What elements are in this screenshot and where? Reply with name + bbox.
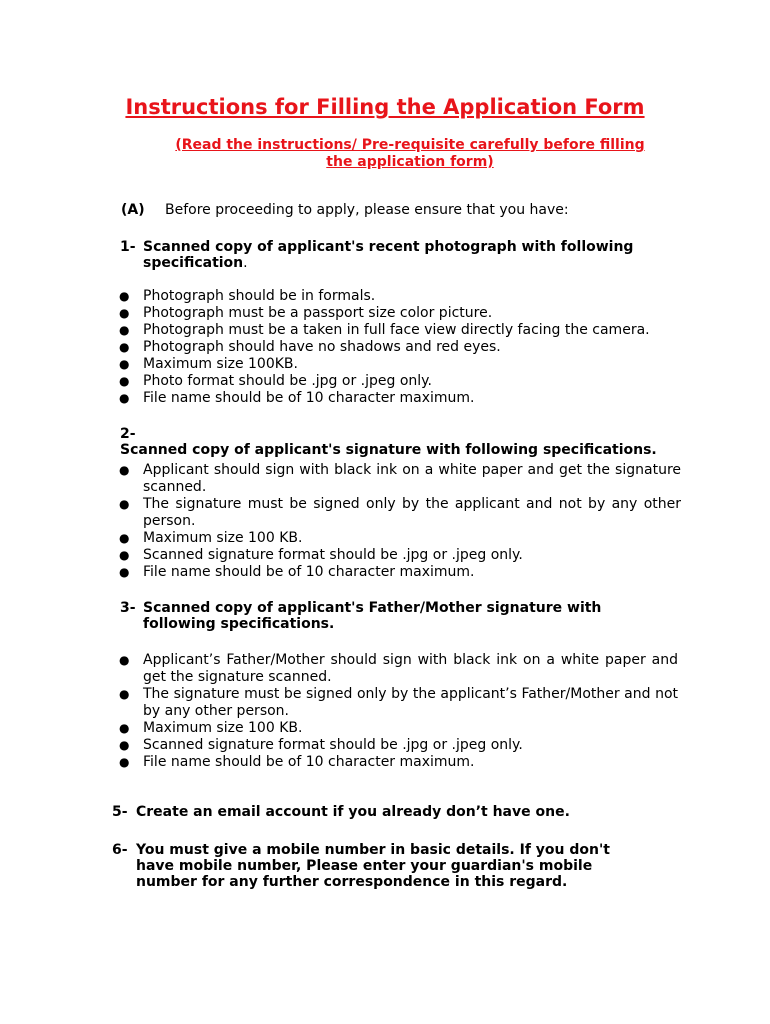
section-3-number: 3- — [120, 600, 136, 616]
bullet-icon: ● — [119, 374, 130, 388]
section-1-list — [116, 288, 681, 407]
bullet-icon: ● — [119, 340, 130, 354]
bullet-icon: ● — [119, 738, 130, 752]
section-2-heading — [120, 426, 680, 458]
list-item: ● Maximum size 100 KB. — [119, 720, 303, 736]
bullet-icon: ● — [119, 357, 130, 371]
section-5-heading — [112, 804, 692, 820]
section-5-number: 5- — [112, 804, 128, 820]
bullet-icon: ● — [119, 289, 130, 303]
section-a-label: (A) — [121, 202, 145, 218]
bullet-icon: ● — [119, 391, 130, 405]
section-1-title: Scanned copy of applicant's recent photograph with following specification — [143, 239, 634, 271]
list-item: ● Photo format should be .jpg or .jpeg only. — [119, 373, 432, 389]
page-subtitle — [110, 137, 710, 171]
bullet-icon: ● — [119, 687, 130, 701]
list-item: ● Photograph should have no shadows and red eyes. — [119, 339, 501, 355]
list-item: ● The signature must be signed only by the applicant and not by any other person. — [119, 496, 681, 529]
section-2-number: 2- — [120, 426, 136, 442]
list-item: ● Scanned signature format should be .jpg or .jpeg only. — [119, 547, 523, 563]
section-a-text: Before proceeding to apply, please ensure that you have: — [165, 202, 569, 218]
list-item: ● Photograph should be in formals. — [119, 288, 376, 304]
section-a — [121, 202, 569, 219]
list-item: ● Applicant’s Father/Mother should sign with black ink on a white paper and get the signature scanned. — [119, 652, 678, 685]
bullet-icon: ● — [119, 497, 130, 511]
list-item: ● File name should be of 10 character maximum. — [119, 564, 475, 580]
section-3-title: Scanned copy of applicant's Father/Mother signature with following specifications. — [143, 600, 602, 632]
list-item: ● Applicant should sign with black ink on a white paper and get the signature scanned. — [119, 462, 681, 495]
bullet-icon: ● — [119, 755, 130, 769]
list-item: ● Photograph must be a taken in full face view directly facing the camera. — [119, 322, 650, 338]
list-item: ● Maximum size 100 KB. — [119, 530, 303, 546]
section-5-title: Create an email account if you already don’t have one. — [136, 804, 570, 820]
section-6-heading — [112, 842, 692, 890]
page-title: Instructions for Filling the Application Form — [125, 95, 645, 119]
section-6-title: You must give a mobile number in basic details. If you don't have mobile number, Please enter your guardian's mobile number for any further correspondence in this regard. — [136, 842, 610, 890]
bullet-icon: ● — [119, 306, 130, 320]
list-item: ● Maximum size 100KB. — [119, 356, 298, 372]
list-item: ● Photograph must be a passport size color picture. — [119, 305, 493, 321]
bullet-icon: ● — [119, 565, 130, 579]
subtitle-line-2: the application form) — [326, 154, 494, 170]
bullet-icon: ● — [119, 463, 130, 477]
section-2-title: Scanned copy of applicant's signature with following specifications. — [120, 442, 657, 458]
bullet-icon: ● — [119, 531, 130, 545]
bullet-icon: ● — [119, 548, 130, 562]
list-item: ● File name should be of 10 character maximum. — [119, 390, 475, 406]
list-item: ● Scanned signature format should be .jpg or .jpeg only. — [119, 737, 523, 753]
bullet-icon: ● — [119, 721, 130, 735]
bullet-icon: ● — [119, 323, 130, 337]
list-item: ● File name should be of 10 character maximum. — [119, 754, 475, 770]
bullet-icon: ● — [119, 653, 130, 667]
section-3-list — [116, 652, 678, 771]
section-3-heading — [120, 600, 680, 632]
section-1-title-tail: . — [243, 255, 248, 271]
section-2-list — [116, 462, 681, 581]
list-item: ● The signature must be signed only by the applicant’s Father/Mother and not by any other person. — [119, 686, 678, 719]
section-1-heading — [120, 239, 680, 271]
section-6-number: 6- — [112, 842, 128, 858]
section-1-number: 1- — [120, 239, 136, 255]
subtitle-line-1: (Read the instructions/ Pre-requisite carefully before filling — [175, 137, 645, 153]
